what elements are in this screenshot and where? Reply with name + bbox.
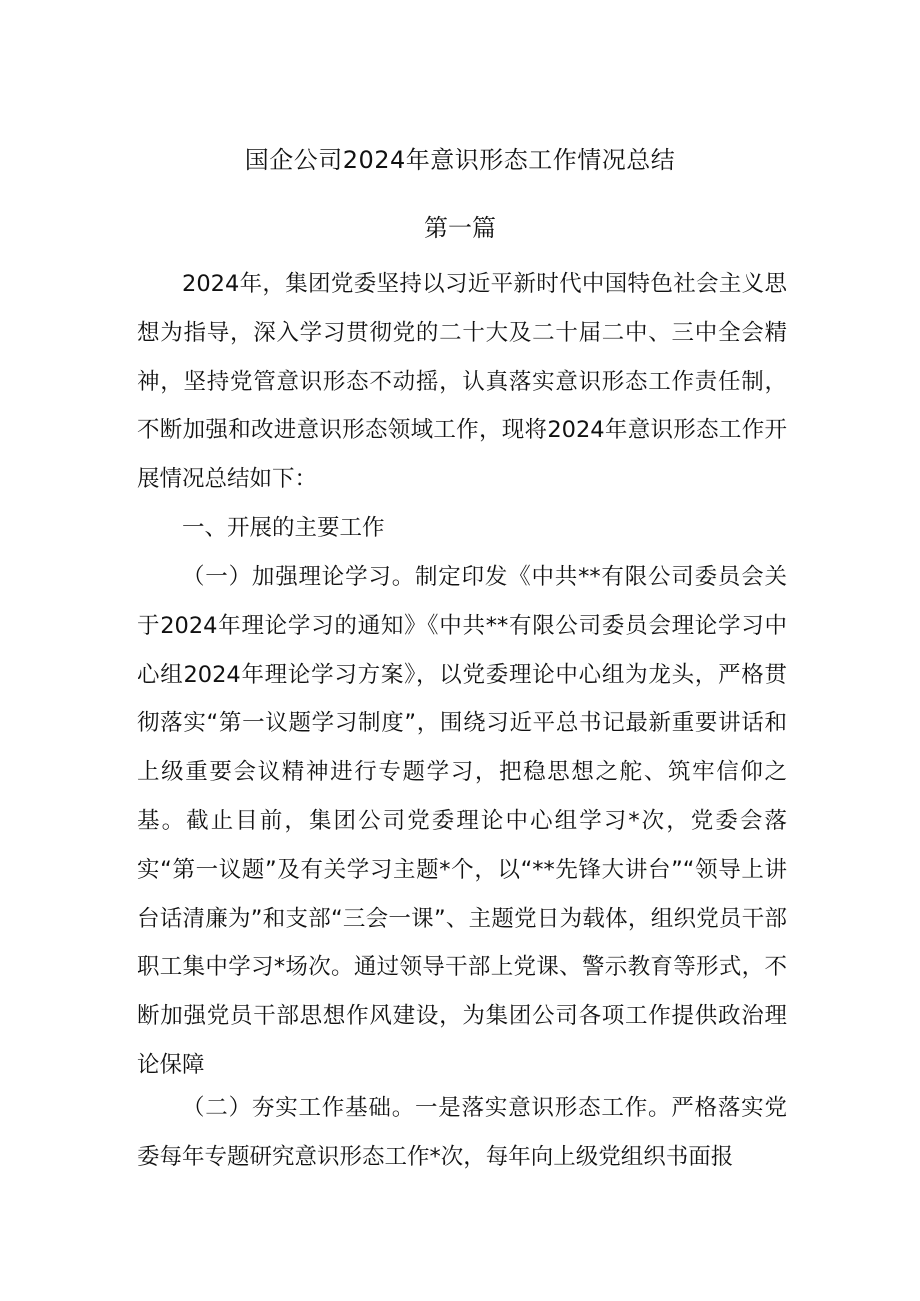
document-title: 国企公司2024年意识形态工作情况总结: [244, 146, 676, 174]
paragraph-intro: 2024年，集团党委坚持以习近平新时代中国特色社会主义思想为指导，深入学习贯彻党的二十大及二十届二中、三中全会精神，坚持党管意识形态不动摇，认真落实意识形态工作责任制，不断加强和改进意识形态领域工作，现将2024年意识形态工作开展情况总结如下：: [137, 271, 787, 493]
section-heading: 一、开展的主要工作: [182, 515, 385, 541]
paragraph-work-foundation: （二）夯实工作基础。一是落实意识形态工作。严格落实党委每年专题研究意识形态工作*次，每年向上级党组织书面报: [137, 1095, 787, 1170]
paragraph-theory-study: （一）加强理论学习。制定印发《中共**有限公司委员会关于2024年理论学习的通知》《中共**有限公司委员会理论学习中心组2024年理论学习方案》，以党委理论中心组为龙头，严格贯彻落实“第一议题学习制度”，围绕习近平总书记最新重要讲话和上级重要会议精神进行专题学习，把稳思想之舵、筑牢信仰之基。截止目前，集团公司党委理论中心组学习*次，党委会落实“第一议题”及有关学习主题*个，以“**先锋大讲台”“领导上讲台话清廉为”和支部“三会一课”、主题党日为载体，组织党员干部职工集中学习*场次。通过领导干部上党课、警示教育等形式，不断加强党员干部思想作风建设，为集团公司各项工作提供政治理论保障: [137, 564, 787, 1078]
document-subtitle: 第一篇: [424, 214, 496, 242]
